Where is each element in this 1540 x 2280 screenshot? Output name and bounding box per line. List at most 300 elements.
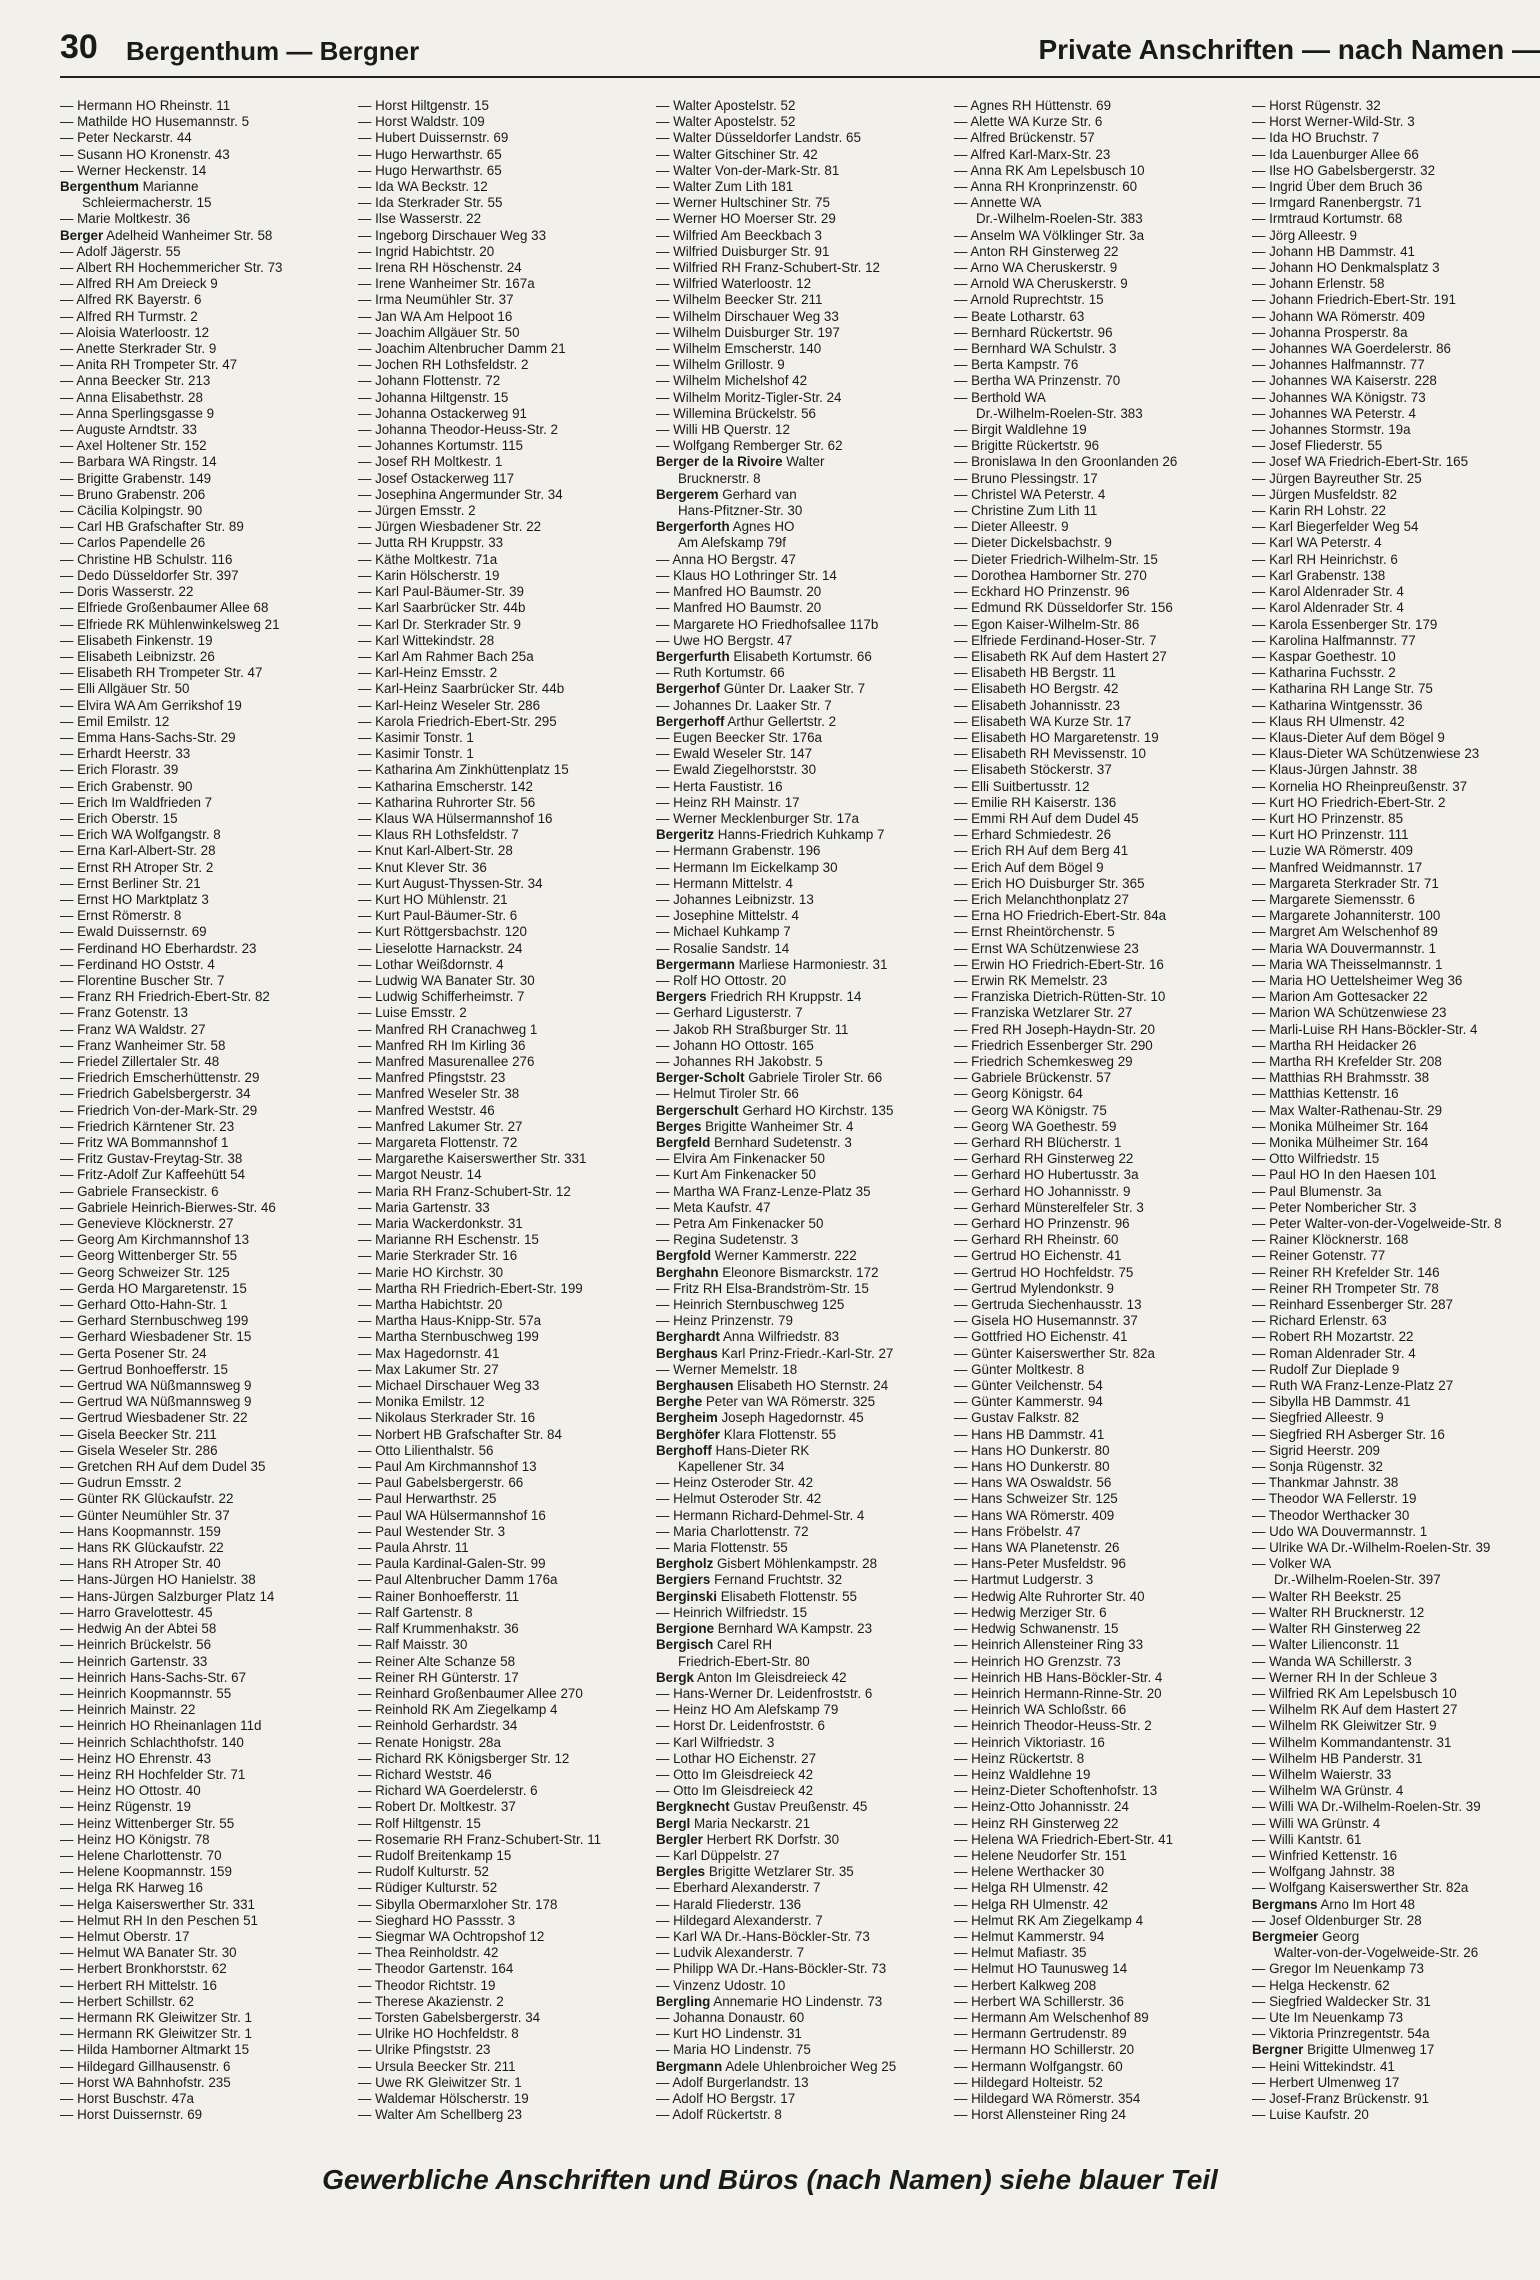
directory-entry: — Harro Gravelottestr. 45 — [60, 1604, 213, 1620]
directory-entry: — Ludwig WA Banater Str. 30 — [358, 972, 535, 988]
directory-entry: Kapellener Str. 34 — [678, 1459, 785, 1475]
directory-entry: — Hans-Peter Musfeldstr. 96 — [954, 1556, 1126, 1572]
directory-entry: — Fritz-Adolf Zur Kaffeehütt 54 — [60, 1167, 246, 1183]
directory-entry: — Florentine Buscher Str. 7 — [60, 972, 225, 988]
directory-entry: — Erhard Schmiedestr. 26 — [954, 827, 1112, 843]
directory-entry: — Kasimir Tonstr. 1 — [358, 729, 474, 745]
directory-entry: Bergerhof Günter Dr. Laaker Str. 7 — [656, 681, 866, 697]
directory-entry: — Johannes Kortumstr. 115 — [358, 438, 523, 454]
directory-entry: Berges Brigitte Wanheimer Str. 4 — [656, 1118, 854, 1134]
directory-entry: — Margarete HO Friedhofsallee 117b — [656, 616, 879, 632]
directory-entry: — Kurt Röttgersbachstr. 120 — [358, 924, 527, 940]
directory-entry: — Horst Allensteiner Ring 24 — [954, 2107, 1126, 2123]
directory-entry: Bergerforth Agnes HO — [656, 519, 795, 535]
directory-entry: — Siegfried RH Asberger Str. 16 — [1252, 1426, 1445, 1442]
directory-entry: — Kaspar Goethestr. 10 — [1252, 648, 1396, 664]
directory-entry: — Dedo Düsseldorfer Str. 397 — [60, 567, 239, 583]
directory-entry: — Kurt HO Mühlenstr. 21 — [358, 891, 508, 907]
directory-entry: — Hermann HO Schillerstr. 20 — [954, 2042, 1135, 2058]
directory-entry: — Willi HB Querstr. 12 — [656, 422, 790, 438]
directory-entry: — Maria Gartenstr. 33 — [358, 1199, 490, 1215]
directory-entry: — Hans RK Glückaufstr. 22 — [60, 1540, 224, 1556]
directory-entry: — Marie Moltkestr. 36 — [60, 211, 191, 227]
directory-entry: — Heinz Rückertstr. 8 — [954, 1750, 1085, 1766]
directory-entry: — Gertrud HO Eichenstr. 41 — [954, 1248, 1122, 1264]
directory-entry: — Gisela HO Husemannstr. 37 — [954, 1313, 1138, 1329]
directory-entry: — Margot Neustr. 14 — [358, 1167, 482, 1183]
directory-entry: — Kurt HO Prinzenstr. 85 — [1252, 810, 1404, 826]
directory-entry: Berger Adelheid Wanheimer Str. 58 — [60, 227, 273, 243]
directory-entry: — Genevieve Klöcknerstr. 27 — [60, 1216, 234, 1232]
directory-entry: — Walter Am Schellberg 23 — [358, 2107, 522, 2123]
directory-entry: — Theodor WA Fellerstr. 19 — [1252, 1491, 1417, 1507]
directory-entry: — Karl-Heinz Emsstr. 2 — [358, 665, 498, 681]
directory-entry: — Katharina Wintgensstr. 36 — [1252, 697, 1423, 713]
directory-entry: — Renate Honigstr. 28a — [358, 1734, 501, 1750]
directory-entry: — Karl Biegerfelder Weg 54 — [1252, 519, 1419, 535]
directory-entry: — Hans WA Römerstr. 409 — [954, 1507, 1115, 1523]
directory-entry: — Wolfgang Remberger Str. 62 — [656, 438, 843, 454]
directory-entry: — Joachim Allgäuer Str. 50 — [358, 324, 520, 340]
directory-entry: — Johannes RH Jakobstr. 5 — [656, 1053, 823, 1069]
directory-entry: — Ewald Duissernstr. 69 — [60, 924, 207, 940]
directory-entry: — Anton RH Ginsterweg 22 — [954, 243, 1119, 259]
directory-entry: Berger de la Rivoire Walter — [656, 454, 825, 470]
directory-entry: — Heinrich Gartenstr. 33 — [60, 1653, 208, 1669]
directory-entry: — Erna HO Friedrich-Ebert-Str. 84a — [954, 908, 1167, 924]
directory-entry: — Elisabeth RH Trompeter Str. 47 — [60, 665, 263, 681]
directory-entry: — Peter Neckarstr. 44 — [60, 130, 192, 146]
directory-entry: — Martha RH Heidacker 26 — [1252, 1037, 1417, 1053]
directory-entry: — Philipp WA Dr.-Hans-Böckler-Str. 73 — [656, 1961, 887, 1977]
directory-entry: Berghahn Eleonore Bismarckstr. 172 — [656, 1264, 879, 1280]
directory-entry: — Hans-Werner Dr. Leidenfroststr. 6 — [656, 1685, 873, 1701]
directory-entry: — Heinrich Koopmannstr. 55 — [60, 1685, 232, 1701]
directory-entry: — Heinz Prinzenstr. 79 — [656, 1313, 793, 1329]
directory-entry: — Paula Ahrstr. 11 — [358, 1540, 469, 1556]
directory-entry: — Ruth Kortumstr. 66 — [656, 665, 785, 681]
directory-entry: — Karl RH Heinrichstr. 6 — [1252, 551, 1398, 567]
directory-entry: — Ralf Maisstr. 30 — [358, 1637, 468, 1653]
directory-entry: Berghoff Hans-Dieter RK — [656, 1442, 810, 1458]
directory-entry: — Reiner Gotenstr. 77 — [1252, 1248, 1386, 1264]
directory-entry: Bergione Bernhard WA Kampstr. 23 — [656, 1621, 873, 1637]
directory-entry: — Erich Grabenstr. 90 — [60, 778, 193, 794]
directory-entry: — Ilse HO Gabelsbergerstr. 32 — [1252, 162, 1436, 178]
directory-entry: — Paul Westender Str. 3 — [358, 1523, 506, 1539]
directory-entry: — Helmut Oberstr. 17 — [60, 1928, 190, 1944]
directory-entry: — Kurt August-Thyssen-Str. 34 — [358, 875, 543, 891]
directory-entry: — Carlos Papendelle 26 — [60, 535, 206, 551]
directory-entry: — Adolf HO Bergstr. 17 — [656, 2090, 796, 2106]
directory-entry: — Jan WA Am Helpoot 16 — [358, 308, 513, 324]
directory-entry: — Elli Allgäuer Str. 50 — [60, 681, 190, 697]
directory-entry: — Heinrich HB Hans-Böckler-Str. 4 — [954, 1669, 1163, 1685]
directory-entry: — Maria WA Theisselmannstr. 1 — [1252, 956, 1443, 972]
directory-entry: — Knut Klever Str. 36 — [358, 859, 487, 875]
directory-entry: — Wilhelm Dirschauer Weg 33 — [656, 308, 839, 324]
directory-entry: — Josef Fliederstr. 55 — [1252, 438, 1383, 454]
directory-entry: — Heinrich WA Schloßstr. 66 — [954, 1702, 1127, 1718]
directory-entry: — Irmtraud Kortumstr. 68 — [1252, 211, 1403, 227]
directory-column-1 — [60, 98, 356, 2158]
directory-entry: — Maria Wackerdonkstr. 31 — [358, 1216, 523, 1232]
directory-entry: — Karl Düppelstr. 27 — [656, 1847, 780, 1863]
directory-entry: — Ingrid Über dem Bruch 36 — [1252, 179, 1423, 195]
directory-entry: — Johannes Dr. Laaker Str. 7 — [656, 697, 832, 713]
directory-entry: — Walter RH Beekstr. 25 — [1252, 1588, 1402, 1604]
directory-entry: — Kornelia HO Rheinpreußenstr. 37 — [1252, 778, 1468, 794]
directory-entry: — Friedel Zillertaler Str. 48 — [60, 1053, 220, 1069]
directory-entry: — Werner HO Moerser Str. 29 — [656, 211, 836, 227]
directory-entry: — Elisabeth Finkenstr. 19 — [60, 632, 213, 648]
directory-entry: — Herbert RH Mittelstr. 16 — [60, 1977, 218, 1993]
directory-entry: — Wilhelm Emscherstr. 140 — [656, 341, 822, 357]
directory-entry: — Gertrud Mylendonkstr. 9 — [954, 1280, 1115, 1296]
directory-entry: — Karl WA Dr.-Hans-Böckler-Str. 73 — [656, 1928, 870, 1944]
directory-entry: — Hedwig Merziger Str. 6 — [954, 1604, 1107, 1620]
directory-entry: — Elisabeth RK Auf dem Hastert 27 — [954, 648, 1167, 664]
directory-entry: — Elisabeth HB Bergstr. 11 — [954, 665, 1117, 681]
directory-entry: — Rainer Bonhoefferstr. 11 — [358, 1588, 520, 1604]
directory-entry: — Rudolf Zur Dieplade 9 — [1252, 1361, 1400, 1377]
directory-entry: — Monika Mülheimer Str. 164 — [1252, 1135, 1429, 1150]
directory-entry: — Wilhelm RK Auf dem Hastert 27 — [1252, 1702, 1458, 1718]
directory-entry: — Katharina Emscherstr. 142 — [358, 778, 533, 794]
directory-entry: — Werner RH In der Schleue 3 — [1252, 1669, 1438, 1685]
directory-entry: — Marion WA Schützenwiese 23 — [1252, 1005, 1447, 1021]
directory-entry: — Wilhelm Moritz-Tigler-Str. 24 — [656, 389, 842, 405]
directory-entry: Schleiermacherstr. 15 — [82, 195, 212, 211]
directory-entry: Bergheim Joseph Hagedornstr. 45 — [656, 1410, 864, 1426]
directory-entry: — Walter Von-der-Mark-Str. 81 — [656, 162, 840, 178]
directory-entry: — Martha Sternbuschweg 199 — [358, 1329, 539, 1345]
directory-entry: — Ulrike WA Dr.-Wilhelm-Roelen-Str. 39 — [1252, 1540, 1491, 1556]
directory-entry: — Josephine Mittelstr. 4 — [656, 908, 799, 924]
directory-entry: — Johann Flottenstr. 72 — [358, 373, 501, 389]
directory-entry: — Heinz HO Am Alefskamp 79 — [656, 1702, 839, 1718]
directory-entry: — Gerhard HO Hubertusstr. 3a — [954, 1167, 1139, 1183]
directory-entry: — Anita RH Trompeter Str. 47 — [60, 357, 238, 373]
directory-entry: — Willi WA Grünstr. 4 — [1252, 1815, 1381, 1831]
directory-entry: — Horst Duissernstr. 69 — [60, 2107, 203, 2123]
directory-entry: — Axel Holtener Str. 152 — [60, 438, 207, 454]
directory-entry: — Thankmar Jahnstr. 38 — [1252, 1475, 1399, 1491]
directory-entry: — Eberhard Alexanderstr. 7 — [656, 1880, 821, 1896]
directory-entry: Bergl Maria Neckarstr. 21 — [656, 1815, 811, 1831]
directory-entry: — Hans Fröbelstr. 47 — [954, 1523, 1081, 1539]
directory-entry: — Karl Wilfriedstr. 3 — [656, 1734, 775, 1750]
directory-entry: — Michael Kuhkamp 7 — [656, 924, 791, 940]
directory-entry: Bergenthum Marianne — [60, 179, 199, 195]
directory-entry: — Gerhard RH Rheinstr. 60 — [954, 1232, 1119, 1248]
directory-entry: — Reinhold RK Am Ziegelkamp 4 — [358, 1702, 558, 1718]
directory-entry: — Elvira Am Finkenacker 50 — [656, 1151, 825, 1167]
directory-entry: — Paul Gabelsbergerstr. 66 — [358, 1475, 524, 1491]
directory-entry: — Hedwig Alte Ruhrorter Str. 40 — [954, 1588, 1145, 1604]
directory-entry: — Ralf Gartenstr. 8 — [358, 1604, 473, 1620]
directory-entry: — Hermann HO Rheinstr. 11 — [60, 98, 231, 113]
directory-entry: — Heinrich Viktoriastr. 16 — [954, 1734, 1105, 1750]
directory-entry: Brucknerstr. 8 — [678, 470, 761, 486]
directory-entry: — Heinz Waldlehne 19 — [954, 1766, 1091, 1782]
directory-entry: — Anna Beecker Str. 213 — [60, 373, 211, 389]
directory-entry: — Bruno Grabenstr. 206 — [60, 486, 206, 502]
directory-entry: — Reiner RH Günterstr. 17 — [358, 1669, 519, 1685]
directory-entry: — Johanna Hiltgenstr. 15 — [358, 389, 509, 405]
directory-entry: — Wilfried RH Franz-Schubert-Str. 12 — [656, 260, 880, 276]
directory-entry: — Herbert Schillstr. 62 — [60, 1993, 194, 2009]
directory-entry: — Jakob RH Straßburger Str. 11 — [656, 1021, 849, 1037]
directory-entry: — Wilfried Duisburger Str. 91 — [656, 243, 830, 259]
directory-entry: — Maria HO Uettelsheimer Weg 36 — [1252, 972, 1463, 988]
directory-entry: — Johannes WA Peterstr. 4 — [1252, 405, 1416, 421]
directory-entry: — Hans HB Dammstr. 41 — [954, 1426, 1105, 1442]
directory-entry: — Margarete Johanniterstr. 100 — [1252, 908, 1441, 924]
directory-entry: — Josef Oldenburger Str. 28 — [1252, 1912, 1422, 1928]
directory-entry: — Maria HO Lindenstr. 75 — [656, 2042, 811, 2058]
directory-entry: — Helena WA Friedrich-Ebert-Str. 41 — [954, 1831, 1174, 1847]
directory-entry: — Herbert Bronkhorststr. 62 — [60, 1961, 227, 1977]
directory-entry: — Heinrich Hermann-Rinne-Str. 20 — [954, 1685, 1162, 1701]
directory-entry: — Luise Kaufstr. 20 — [1252, 2107, 1369, 2123]
directory-entry: — Johannes WA Kaiserstr. 228 — [1252, 373, 1437, 389]
directory-entry: — Emil Emilstr. 12 — [60, 713, 170, 729]
directory-entry: — Christel WA Peterstr. 4 — [954, 486, 1106, 502]
directory-entry: — Wilfried Waterloostr. 12 — [656, 276, 812, 292]
directory-entry: — Friedrich Emscherhüttenstr. 29 — [60, 1070, 260, 1086]
directory-entry: — Gerhard Wiesbadener Str. 15 — [60, 1329, 252, 1345]
directory-entry: — Hilda Hamborner Altmarkt 15 — [60, 2042, 250, 2058]
directory-entry: — Ulrike HO Hochfeldstr. 8 — [358, 2026, 519, 2042]
directory-entry: — Kasimir Tonstr. 1 — [358, 746, 474, 762]
directory-entry: — Otto Im Gleisdreieck 42 — [656, 1783, 814, 1799]
directory-entry: — Kurt HO Lindenstr. 31 — [656, 2026, 802, 2042]
directory-entry: — Heinz RH Hochfelder Str. 71 — [60, 1766, 246, 1782]
directory-entry: — Wilhelm Michelshof 42 — [656, 373, 808, 389]
directory-entry: — Sigrid Heerstr. 209 — [1252, 1442, 1381, 1458]
directory-entry: — Margret Am Welschenhof 89 — [1252, 924, 1438, 940]
directory-entry: Bergermann Marliese Harmoniestr. 31 — [656, 956, 888, 972]
directory-entry: — Wilhelm Beecker Str. 211 — [656, 292, 823, 308]
directory-entry: — Doris Wasserstr. 22 — [60, 584, 194, 600]
directory-entry: — Heinz Osteroder Str. 42 — [656, 1475, 814, 1491]
directory-entry: — Heinrich HO Rheinanlagen 11d — [60, 1718, 262, 1734]
directory-entry: — Udo WA Douvermannstr. 1 — [1252, 1523, 1428, 1539]
directory-entry: — Georg Wittenberger Str. 55 — [60, 1248, 238, 1264]
directory-entry: — Arno WA Cheruskerstr. 9 — [954, 260, 1118, 276]
directory-entry: — Heinrich Schlachthofstr. 140 — [60, 1734, 244, 1750]
directory-entry: — Kurt Paul-Bäumer-Str. 6 — [358, 908, 518, 924]
directory-entry: — Käthe Moltkestr. 71a — [358, 551, 498, 567]
directory-entry: — Friedrich Schemkesweg 29 — [954, 1053, 1133, 1069]
directory-entry: — Herta Faustistr. 16 — [656, 778, 783, 794]
directory-entry: — Otto Im Gleisdreieck 42 — [656, 1766, 814, 1782]
directory-entry: — Emilie RH Kaiserstr. 136 — [954, 794, 1117, 810]
directory-entry: — Martha RH Friedrich-Ebert-Str. 199 — [358, 1280, 583, 1296]
directory-entry: — Ida Lauenburger Allee 66 — [1252, 146, 1419, 162]
directory-entry: — Heinz HO Königstr. 78 — [60, 1831, 210, 1847]
directory-entry: — Jürgen Emsstr. 2 — [358, 503, 476, 519]
directory-entry: — Gerhard HO Johannisstr. 9 — [954, 1183, 1131, 1199]
directory-entry: — Werner Memelstr. 18 — [656, 1361, 798, 1377]
directory-entry: — Marie HO Kirchstr. 30 — [358, 1264, 504, 1280]
directory-entry: — Hermann Gertrudenstr. 89 — [954, 2026, 1127, 2042]
directory-entry: — Johann Erlenstr. 58 — [1252, 276, 1385, 292]
directory-entry: — Karl Saarbrücker Str. 44b — [358, 600, 526, 616]
directory-entry: — Reinhard Großenbaumer Allee 270 — [358, 1685, 583, 1701]
directory-entry: — Ludwig Schifferheimstr. 7 — [358, 989, 525, 1005]
directory-entry: — Wilhelm HB Panderstr. 31 — [1252, 1750, 1423, 1766]
directory-entry: Bergerem Gerhard van — [656, 486, 797, 502]
directory-entry: — Gretchen RH Auf dem Dudel 35 — [60, 1459, 266, 1475]
directory-entry: — Willi WA Dr.-Wilhelm-Roelen-Str. 39 — [1252, 1799, 1481, 1815]
directory-entry: — Karl WA Peterstr. 4 — [1252, 535, 1382, 551]
section-title: Private Anschriften — nach Namen — — [1038, 34, 1540, 65]
directory-entry: — Hubert Duissernstr. 69 — [358, 130, 509, 146]
directory-entry: Bergisch Carel RH — [656, 1637, 773, 1653]
directory-entry: — Margarethe Kaiserswerther Str. 331 — [358, 1151, 587, 1167]
directory-entry: Bergknecht Gustav Preußenstr. 45 — [656, 1799, 868, 1815]
directory-entry: — Gertrud Wiesbadener Str. 22 — [60, 1410, 248, 1426]
directory-entry: — Ernst Berliner Str. 21 — [60, 875, 201, 891]
directory-entry: — Franz RH Friedrich-Ebert-Str. 82 — [60, 989, 270, 1005]
directory-entry: — Alfred Karl-Marx-Str. 23 — [954, 146, 1111, 162]
directory-entry: — Wolfgang Jahnstr. 38 — [1252, 1864, 1395, 1880]
directory-entry: — Gregor Im Neuenkamp 73 — [1252, 1961, 1424, 1977]
directory-entry: — Hans WA Planetenstr. 26 — [954, 1540, 1120, 1556]
directory-entry: — Walter RH Ginsterweg 22 — [1252, 1621, 1421, 1637]
directory-entry: — Klaus-Dieter Auf dem Bögel 9 — [1252, 729, 1445, 745]
directory-entry: — Ewald Weseler Str. 147 — [656, 746, 813, 762]
directory-entry: — Alfred Brückenstr. 57 — [954, 130, 1095, 146]
directory-entry: — Marie Sterkrader Str. 16 — [358, 1248, 518, 1264]
directory-entry: — Heinz Rügenstr. 19 — [60, 1799, 191, 1815]
directory-entry: — Siegmar WA Ochtropshof 12 — [358, 1928, 545, 1944]
directory-entry: — Jürgen Bayreuther Str. 25 — [1252, 470, 1422, 486]
directory-entry: — Wilhelm Grillostr. 9 — [656, 357, 785, 373]
directory-entry: — Dieter Dickelsbachstr. 9 — [954, 535, 1112, 551]
directory-entry: — Karol Aldenrader Str. 4 — [1252, 600, 1404, 616]
directory-entry: — Elli Suitbertusstr. 12 — [954, 778, 1090, 794]
directory-entry: — Irma Neumühler Str. 37 — [358, 292, 514, 308]
directory-entry: — Martha RH Krefelder Str. 208 — [1252, 1053, 1442, 1069]
directory-entry: — Martha Habichtstr. 20 — [358, 1297, 503, 1313]
directory-entry: — Dorothea Hamborner Str. 270 — [954, 567, 1147, 583]
directory-entry: — Hans-Jürgen Salzburger Platz 14 — [60, 1588, 275, 1604]
directory-entry: — Johann HO Ottostr. 165 — [656, 1037, 814, 1053]
directory-entry: — Hildegard Alexanderstr. 7 — [656, 1912, 823, 1928]
directory-entry: Bergerschult Gerhard HO Kirchstr. 135 — [656, 1102, 894, 1118]
directory-entry: — Anna RH Kronprinzenstr. 60 — [954, 179, 1138, 195]
directory-entry: — Ludvik Alexanderstr. 7 — [656, 1945, 805, 1961]
directory-entry: — Willi Kantstr. 61 — [1252, 1831, 1362, 1847]
directory-entry: — Ernst WA Schützenwiese 23 — [954, 940, 1139, 956]
directory-entry: — Manfred RH Cranachweg 1 — [358, 1021, 538, 1037]
directory-entry: — Norbert HB Grafschafter Str. 84 — [358, 1426, 562, 1442]
directory-entry: — Wilfried RK Am Lepelsbusch 10 — [1252, 1685, 1457, 1701]
directory-entry: — Ernst Römerstr. 8 — [60, 908, 182, 924]
directory-entry: Bergerhoff Arthur Gellertstr. 2 — [656, 713, 837, 729]
directory-entry: — Dieter Alleestr. 9 — [954, 519, 1069, 535]
directory-entry: — Wilhelm Kommandantenstr. 31 — [1252, 1734, 1452, 1750]
directory-entry: — Ralf Krummenhakstr. 36 — [358, 1621, 519, 1637]
directory-entry: — Gerhard Sternbuschweg 199 — [60, 1313, 249, 1329]
directory-entry: — Peter Walter-von-der-Vogelweide-Str. 8 — [1252, 1216, 1502, 1232]
directory-entry: — Marli-Luise RH Hans-Böckler-Str. 4 — [1252, 1021, 1478, 1037]
directory-entry: — Richard RK Königsberger Str. 12 — [358, 1750, 570, 1766]
directory-entry: — Ernst RH Atroper Str. 2 — [60, 859, 214, 875]
directory-entry: — Hermann Am Welschenhof 89 — [954, 2009, 1149, 2025]
directory-entry: — Johanna Ostackerweg 91 — [358, 405, 527, 421]
directory-entry: — Margareta Sterkrader Str. 71 — [1252, 875, 1439, 891]
directory-entry: — Rüdiger Kulturstr. 52 — [358, 1880, 498, 1896]
directory-entry: — Helga Kaiserswerther Str. 331 — [60, 1896, 255, 1912]
directory-entry: — Helmut Kammerstr. 94 — [954, 1928, 1105, 1944]
directory-entry: — Gertrud WA Nüßmannsweg 9 — [60, 1378, 252, 1394]
directory-entry: — Ulrike Pfingststr. 23 — [358, 2042, 491, 2058]
directory-entry: — Johannes Leibnizstr. 13 — [656, 891, 814, 907]
directory-entry: — Hans Schweizer Str. 125 — [954, 1491, 1118, 1507]
directory-entry: — Elvira WA Am Gerrikshof 19 — [60, 697, 242, 713]
directory-entry: — Siegfried Alleestr. 9 — [1252, 1410, 1384, 1426]
directory-entry: — Hermann Richard-Dehmel-Str. 4 — [656, 1507, 865, 1523]
directory-entry: — Herbert Kalkweg 208 — [954, 1977, 1097, 1993]
directory-entry: — Klaus WA Hülsermannshof 16 — [358, 810, 553, 826]
directory-entry: — Ida HO Bruchstr. 7 — [1252, 130, 1380, 146]
directory-entry: — Gerhard RH Blücherstr. 1 — [954, 1135, 1122, 1150]
directory-entry: — Karl Dr. Sterkrader Str. 9 — [358, 616, 521, 632]
directory-entry: — Elisabeth Leibnizstr. 26 — [60, 648, 215, 664]
directory-entry: — Uwe HO Bergstr. 47 — [656, 632, 793, 648]
directory-entry: — Karol Aldenrader Str. 4 — [1252, 584, 1404, 600]
directory-entry: — Paul Am Kirchmannshof 13 — [358, 1459, 537, 1475]
directory-entry: — Gertrud WA Nüßmannsweg 9 — [60, 1394, 252, 1410]
directory-entry: — Hermann Wolfgangstr. 60 — [954, 2058, 1123, 2074]
directory-entry: — Ferdinand HO Eberhardstr. 23 — [60, 940, 257, 956]
directory-column-4 — [954, 98, 1250, 2158]
directory-entry: — Emmi RH Auf dem Dudel 45 — [954, 810, 1139, 826]
directory-entry: — Elisabeth Stöckerstr. 37 — [954, 762, 1112, 778]
directory-entry: — Gerhard Münsterelfeler Str. 3 — [954, 1199, 1144, 1215]
directory-entry: — Horst WA Bahnhofstr. 235 — [60, 2074, 231, 2090]
directory-entry: — Luise Emsstr. 2 — [358, 1005, 467, 1021]
directory-entry: — Hermann Im Eickelkamp 30 — [656, 859, 838, 875]
directory-entry: — Regina Sudetenstr. 3 — [656, 1232, 799, 1248]
directory-entry: — Willemina Brückelstr. 56 — [656, 405, 816, 421]
directory-entry: — Christine HB Schulstr. 116 — [60, 551, 233, 567]
directory-entry: — Max Hagedornstr. 41 — [358, 1345, 500, 1361]
directory-entry: — Eugen Beecker Str. 176a — [656, 729, 822, 745]
directory-entry: — Volker WA — [1252, 1556, 1332, 1572]
directory-entry: — Gertrud HO Hochfeldstr. 75 — [954, 1264, 1134, 1280]
directory-entry: — Hildegard Gillhausenstr. 6 — [60, 2058, 231, 2074]
directory-entry: — Katharina Am Zinkhüttenplatz 15 — [358, 762, 569, 778]
directory-entry: — Karin Hölscherstr. 19 — [358, 567, 500, 583]
directory-entry: — Cäcilia Kolpingstr. 90 — [60, 503, 203, 519]
directory-entry: — Roman Aldenrader Str. 4 — [1252, 1345, 1416, 1361]
directory-entry: — Paul Altenbrucher Damm 176a — [358, 1572, 558, 1588]
directory-entry: — Siegfried Waldecker Str. 31 — [1252, 1993, 1431, 2009]
directory-entry: — Gerhard Otto-Hahn-Str. 1 — [60, 1297, 228, 1313]
directory-entry: — Elisabeth WA Kurze Str. 17 — [954, 713, 1132, 729]
directory-entry: — Heini Wittekindstr. 41 — [1252, 2058, 1395, 2074]
directory-entry: — Heinrich Theodor-Heuss-Str. 2 — [954, 1718, 1152, 1734]
directory-entry: — Erich HO Duisburger Str. 365 — [954, 875, 1145, 891]
directory-entry: — Helga RK Harweg 16 — [60, 1880, 203, 1896]
directory-entry: Bergner Brigitte Ulmenweg 17 — [1252, 2042, 1435, 2058]
directory-entry: — Margarete Siemensstr. 6 — [1252, 891, 1415, 907]
